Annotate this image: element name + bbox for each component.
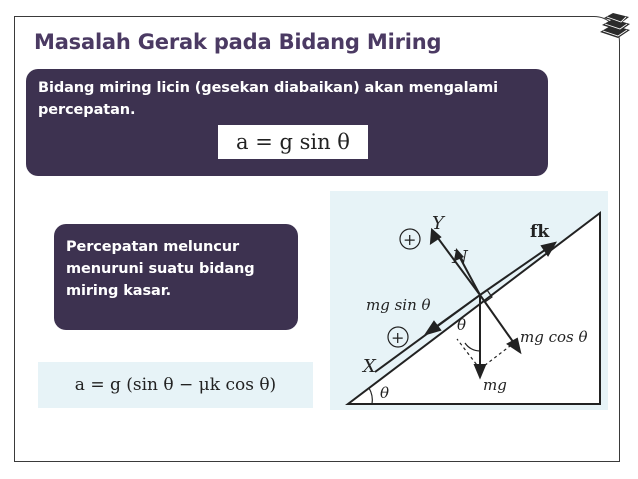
- formula-smooth-incline: a = g sin θ: [218, 125, 368, 159]
- callout-smooth-incline: [26, 69, 548, 176]
- callout-rough-text: Percepatan meluncur menuruni suatu bidang miring kasar.: [66, 239, 255, 299]
- label-theta-force: θ: [457, 316, 467, 334]
- label-mg-sin: mg sin θ: [366, 296, 431, 314]
- slide-title: Masalah Gerak pada Bidang Miring: [34, 30, 442, 54]
- callout-smooth-text: Bidang miring licin (gesekan diabaikan) akan mengalami percepatan.: [38, 80, 499, 118]
- book-stack-icon: [594, 6, 634, 42]
- label-theta-incline: θ: [380, 384, 390, 402]
- callout-rough-incline: [54, 224, 298, 330]
- label-normal-force: N: [452, 247, 468, 268]
- formula-rough-incline: a = g (sin θ − μk cos θ): [38, 362, 313, 408]
- label-friction: fk: [530, 222, 550, 242]
- label-x-axis: X: [363, 356, 376, 377]
- positive-y-sign: +: [403, 230, 417, 249]
- label-mg: mg: [483, 376, 507, 394]
- label-mg-cos: mg cos θ: [520, 328, 588, 346]
- inclined-plane-diagram: [330, 191, 608, 410]
- label-y-axis: Y: [432, 213, 444, 234]
- positive-x-sign: +: [391, 328, 405, 347]
